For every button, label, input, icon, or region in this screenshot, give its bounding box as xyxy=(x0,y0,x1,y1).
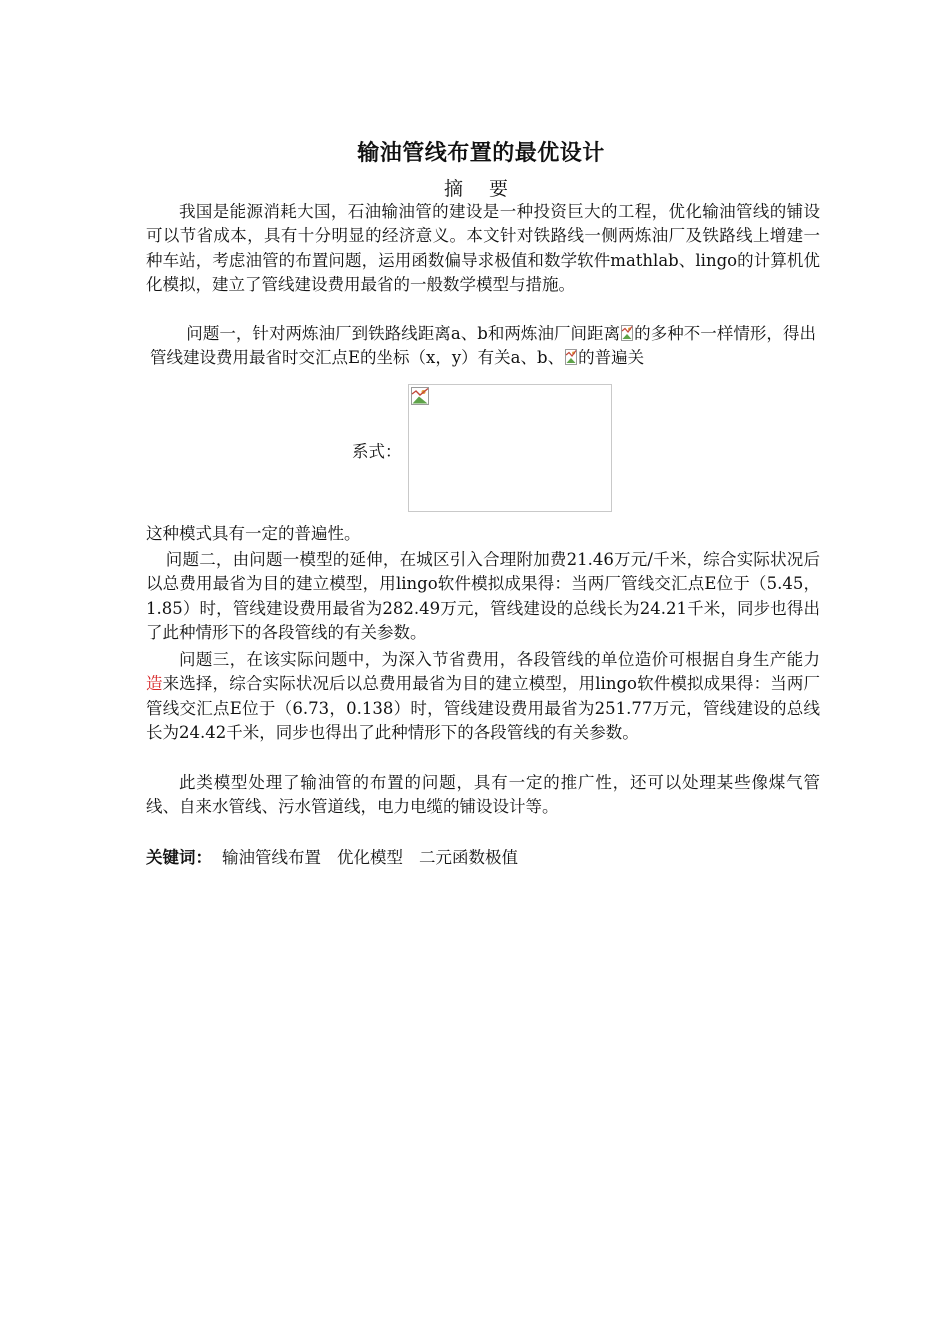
formula-image-placeholder xyxy=(408,384,612,512)
paragraph-conclusion-text: 此类模型处理了输油管的布置的问题，具有一定的推广性，还可以处理某些像煤气管线、自来水管线、污水管道线，电力电缆的铺设设计等。 xyxy=(146,773,820,817)
paragraph-generality-text: 这种模式具有一定的普遍性。 xyxy=(146,524,361,543)
formula-row xyxy=(0,384,950,514)
paragraph-conclusion xyxy=(146,771,820,820)
paragraph-problem-three xyxy=(146,648,820,745)
problem-one-text-2: 的多种不一样情形，得出管线建设费用最省时交汇点E的坐标（x，y）有关a、b、 xyxy=(150,324,817,368)
highlighted-character: 造 xyxy=(146,674,163,694)
problem-one-text-1: 问题一，针对两炼油厂到铁路线距离a、b和两炼油厂间距离 xyxy=(186,324,621,343)
keywords-label: 关键词： xyxy=(146,848,212,867)
problem-three-text-1: 问题三，在该实际问题中，为深入节省费用，各段管线的单位造价可根据自身生产能力 xyxy=(179,650,820,669)
keyword-item: 二元函数极值 xyxy=(419,848,518,867)
keywords-line xyxy=(146,846,534,870)
problem-one-text-3: 的普遍关 xyxy=(578,348,645,368)
problem-three-text-2: 来选择，综合实际状况后以总费用最省为目的建立模型，用lingo软件模拟成果得：当两厂管线交汇点E位于（6.73，0.138）时，管线建设费用最省为251.77万元，管线建设的总线长为24.42千米，同步也得出了此种情形下的各段管线的有关参数。 xyxy=(146,674,820,742)
formula-label: 系式： xyxy=(352,442,402,461)
broken-image-icon xyxy=(411,387,429,405)
keyword-item: 输油管线布置 xyxy=(222,848,321,867)
broken-image-icon xyxy=(565,349,577,366)
broken-image-icon xyxy=(621,325,633,342)
paragraph-intro xyxy=(146,200,820,297)
abstract-heading: 摘 要 xyxy=(443,178,519,200)
paragraph-intro-text: 我国是能源消耗大国，石油输油管的建设是一种投资巨大的工程，优化输油管线的铺设可以节省成本，具有十分明显的经济意义。本文针对铁路线一侧两炼油厂及铁路线上增建一种车站，考虑油管的布置问题，运用函数偏导求极值和数学软件mathlab、lingo的计算机优化模拟，建立了管线建设费用最省的一般数学模型与措施。 xyxy=(146,202,820,294)
paragraph-problem-one xyxy=(150,322,816,371)
paragraph-problem-two xyxy=(146,548,820,645)
keyword-item: 优化模型 xyxy=(337,848,403,867)
page-title: 输油管线布置的最优设计 xyxy=(357,141,605,166)
paragraph-problem-two-text: 问题二，由问题一模型的延伸，在城区引入合理附加费21.46万元/千米，综合实际状况后以总费用最省为目的建立模型，用lingo软件模拟成果得：当两厂管线交汇点E位于（5.45，1.85）时，管线建设费用最省为282.49万元，管线建设的总线长为24.21千米，同步也得出了此种情形下的各段管线的有关参数。 xyxy=(146,550,820,642)
paragraph-generality xyxy=(146,522,820,546)
